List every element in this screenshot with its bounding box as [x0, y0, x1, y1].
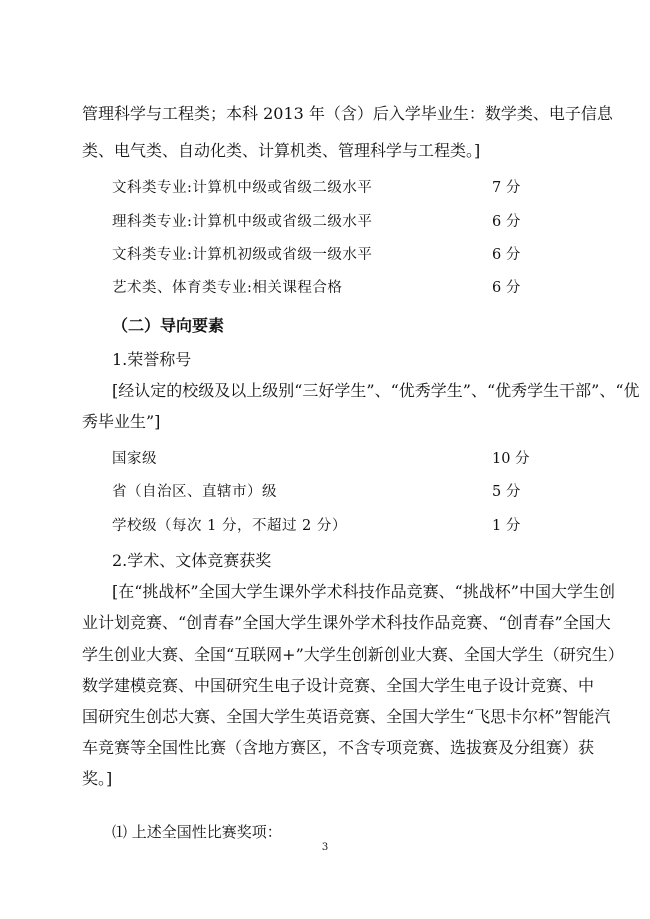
- competition-line-3: 学生创业大赛、全国“互联网+”大学生创新创业大赛、全国大学生（研究生）: [82, 645, 624, 664]
- computer-score-label-2: 理科类专业:计算机中级或省级二级水平: [112, 214, 373, 230]
- computer-score-value-4: 6 分: [492, 280, 521, 296]
- computer-score-value-2: 6 分: [492, 214, 521, 230]
- honor-item-score-2: 5 分: [492, 484, 521, 500]
- honor-item-label-3: 学校级（每次 1 分，不超过 2 分）: [112, 518, 347, 534]
- honor-item-label-1: 国家级: [112, 451, 157, 467]
- page-number: 3: [321, 842, 329, 853]
- intro-line-1: 管理科学与工程类；本科 2013 年（含）后入学毕业生：数学类、电子信息: [82, 104, 613, 123]
- honor-heading: 1.荣誉称号: [112, 350, 192, 369]
- computer-score-label-3: 文科类专业:计算机初级或省级一级水平: [112, 247, 373, 263]
- honor-item-score-1: 10 分: [492, 451, 530, 467]
- section-two-heading: （二）导向要素: [112, 316, 225, 335]
- computer-score-value-3: 6 分: [492, 247, 521, 263]
- honor-item-label-2: 省（自治区、直辖市）级: [112, 484, 277, 500]
- honor-desc-line-1: [经认定的校级及以上级别“三好学生”、“优秀学生”、“优秀学生干部”、“优: [112, 381, 640, 400]
- computer-score-label-1: 文科类专业:计算机中级或省级二级水平: [112, 180, 373, 196]
- computer-score-value-1: 7 分: [492, 180, 521, 196]
- competition-line-5: 国研究生创芯大赛、全国大学生英语竞赛、全国大学生“飞思卡尔杯”智能汽: [82, 707, 611, 726]
- competition-sub-item: ⑴ 上述全国性比赛奖项：: [112, 823, 282, 841]
- competition-line-2: 业计划竞赛、“创青春”全国大学生课外学术科技作品竞赛、“创青春”全国大: [82, 613, 611, 632]
- computer-score-label-4: 艺术类、体育类专业:相关课程合格: [112, 280, 343, 296]
- competition-heading: 2.学术、文体竞赛获奖: [112, 551, 272, 570]
- honor-desc-line-2: 秀毕业生”]: [82, 412, 161, 431]
- competition-line-4: 数学建模竞赛、中国研究生电子设计竞赛、全国大学生电子设计竞赛、中: [82, 676, 595, 695]
- competition-line-7: 奖。]: [82, 769, 113, 788]
- honor-item-score-3: 1 分: [492, 518, 521, 534]
- intro-line-2: 类、电气类、自动化类、计算机类、管理科学与工程类。]: [82, 141, 481, 160]
- competition-line-1: [在“挑战杯”全国大学生课外学术科技作品竞赛、“挑战杯”中国大学生创: [112, 582, 615, 601]
- competition-line-6: 车竞赛等全国性比赛（含地方赛区，不含专项竞赛、选拔赛及分组赛）获: [82, 738, 595, 757]
